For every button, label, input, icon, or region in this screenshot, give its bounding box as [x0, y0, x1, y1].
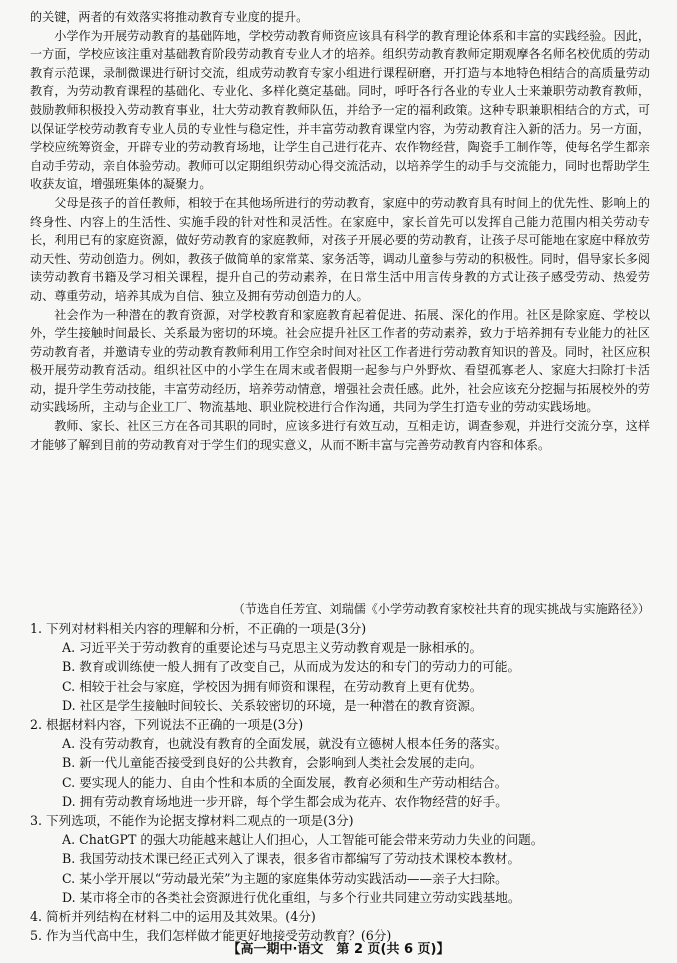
page-footer: 【高一期中·语文 第 2 页(共 6 页)】 — [227, 942, 450, 957]
question-3-option-b: B. 我国劳动技术课已经正式列入了课表，很多省市都编写了劳动技术课校本教材。 — [62, 851, 521, 867]
question-1-option-b: B. 教育或训练使一般人拥有了改变自己，从而成为发达的和专门的劳动力的可能。 — [62, 659, 521, 675]
question-list — [30, 619, 650, 945]
question-1-option-c: C. 相较于社会与家庭，学校因为拥有师资和课程，在劳动教育上更有优势。 — [62, 678, 483, 694]
passage-paragraph-4: 社会作为一种潜在的教育资源，对学校教育和家庭教育起着促进、拓展、深化的作用。社区是除家庭、学校以外，学生接触时间最长、关系最为密切的环境。社会应提升社区工作者的劳动素养，致力于培养拥有专业能力的社区劳动教育者，并邀请专业的劳动教育教师利用工作空余时间对社区工作者进行劳动教育知识的普及。同时，社区应积极开展劳动教育活动。组织社区中的小学生在周末或者假期一起参与户外野炊、看望孤寡老人、家庭大扫除打卡活动，提升学生劳动技能，丰富劳动经历，培养劳动情意，增强社会责任感。此外，社会应该充分挖掘与拓展校外的劳动实践场所，主动与企业工厂、物流基地、职业院校进行合作沟通，共同为学生打造专业的劳动实践场地。 — [30, 307, 650, 415]
question-2-option-c: C. 要实现人的能力、自由个性和本质的全面发展，教育必须和生产劳动相结合。 — [62, 774, 508, 790]
reading-passage — [30, 8, 650, 454]
question-3-option-d: D. 某市将全市的各类社会资源进行优化重组，与多个行业共同建立劳动实践基地。 — [62, 889, 521, 905]
passage-paragraph-1: 的关键，两者的有效落实将推动教育专业度的提升。 — [30, 10, 309, 24]
question-4-stem: 4. 简析并列结构在材料二中的运用及其效果。(4分) — [30, 909, 316, 925]
question-3-option-c: C. 某小学开展以“劳动最光荣”为主题的家庭集体劳动实践活动——亲子大扫除。 — [62, 870, 508, 886]
question-3-option-a: A. ChatGPT 的强大功能越来越让人们担心，人工智能可能会带来劳动力失业的问题。 — [62, 832, 544, 848]
question-2-stem: 2. 根据材料内容，下列说法不正确的一项是(3分) — [30, 717, 304, 733]
question-1-option-d: D. 社区是学生接触时间较长、关系较密切的环境，是一种潜在的教育资源。 — [62, 697, 483, 713]
question-5-stem: 5. 作为当代高中生，我们怎样做才能更好地接受劳动教育？(6分) — [30, 928, 392, 944]
question-1-stem: 1. 下列对材料相关内容的理解和分析，不正确的一项是(3分) — [30, 621, 367, 636]
question-2-option-a: A. 没有劳动教育，也就没有教育的全面发展，就没有立德树人根本任务的落实。 — [62, 736, 508, 752]
passage-paragraph-3: 父母是孩子的首任教师，相较于在其他场所进行的劳动教育，家庭中的劳动教育具有时间上的优先性、影响上的终身性、内容上的生活性、实施手段的针对性和灵活性。在家庭中，家长首先可以发挥自己能力范围内相关劳动专长，利用已有的家庭资源，做好劳动教育的家庭教师，对孩子开展必要的劳动教育，让孩子尽可能地在家庭中释放劳动天性、劳动创造力。例如，教孩子做简单的家常菜、家务活等，调动儿童参与劳动的积极性。同时，倡导家长多阅读劳动教育书籍及学习相关课程，提升自己的劳动素养，在日常生活中用言传身教的方式让孩子感受劳动、热爱劳动、尊重劳动，培养其成为自信、独立及拥有劳动创造力的人。 — [30, 195, 650, 303]
passage-paragraph-5: 教师、家长、社区三方在各司其职的同时，应该多进行有效互动，互相走访，调查参观，并进行交流分享，这样才能够了解到目前的劳动教育对于学生们的现实意义，从而不断丰富与完善劳动教育内容和体系。 — [30, 419, 650, 452]
passage-source: （节选自任芳宜、刘瑞儒《小学劳动教育家校社共育的现实挑战与实施路径》） — [232, 602, 650, 616]
question-2-option-d: D. 拥有劳动教育场地进一步开辟，每个学生都会成为花卉、农作物经营的好手。 — [62, 793, 508, 809]
question-1-option-a: A. 习近平关于劳动教育的重要论述与马克思主义劳动教育观是一脉相承的。 — [62, 640, 483, 656]
question-3-stem: 3. 下列选项，不能作为论据支撑材料二观点的一项是(3分) — [30, 813, 354, 829]
question-2-option-b: B. 新一代儿童能否接受到良好的公共教育，会影响到人类社会发展的走向。 — [62, 755, 483, 771]
passage-paragraph-2: 小学作为开展劳动教育的基础阵地，学校劳动教育师资应该具有科学的教育理论体系和丰富的实践经验。因此，一方面，学校应该注重对基础教育阶段劳动教育专业人才的培养。组织劳动教育教师定期观摩各名师名校优质的劳动教育示范课，录制微课进行研讨交流，组成劳动教育专家小组进行课程研磨，开打造与本地特色相结合的高质量劳动教育，为劳动教育课程的基础化、专业化、多样化奠定基础。同时，呼吁各行各业的专业人士来兼职劳动教育教师，鼓励教师积极投入劳动教育事业，壮大劳动教育教师队伍，并给予一定的福利政策。这种专职兼职相结合的方式，可以保证学校劳动教育专业人员的专业性与稳定性，并丰富劳动教育课堂内容，为劳动教育注入新的活力。另一方面，学校应统筹资金，开辟专业的劳动教育场地，让学生自己进行花卉、农作物经营，陶瓷手工制作等，使每名学生都亲自动手劳动，亲自体验劳动。教师可以定期组织劳动心得交流活动，以培养学生的动手与交流能力，同时也帮助学生收获友谊，增强班集体的凝聚力。 — [30, 28, 650, 192]
